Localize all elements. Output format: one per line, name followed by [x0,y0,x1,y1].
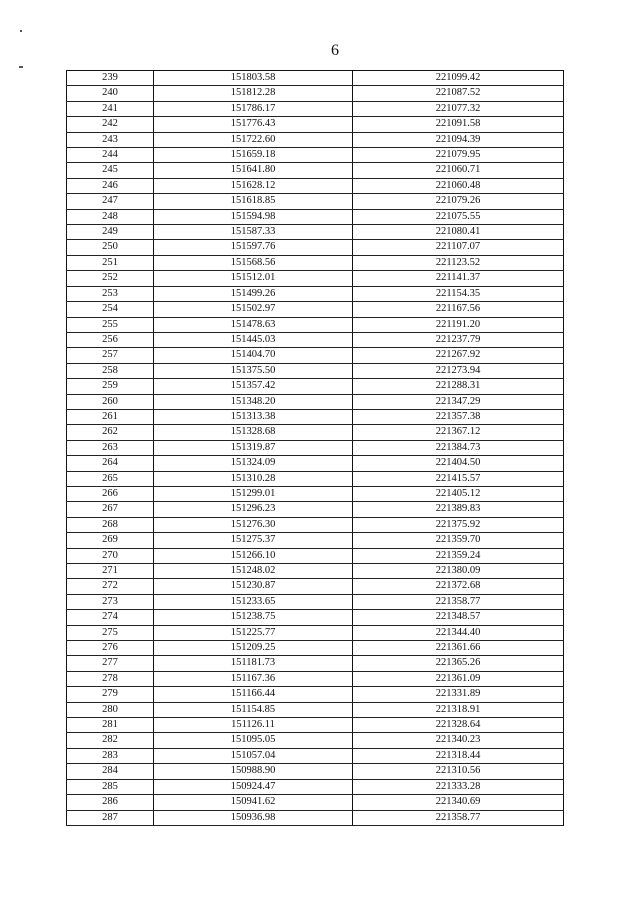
point-number-cell: 284 [67,764,154,779]
y-coordinate-cell: 221079.95 [353,148,564,163]
table-row [67,225,564,240]
y-coordinate-cell: 221333.28 [353,779,564,794]
table-row [67,209,564,224]
x-coordinate-cell: 151357.42 [154,379,353,394]
point-number-cell: 274 [67,610,154,625]
y-coordinate-cell: 221094.39 [353,132,564,147]
table-row [67,101,564,116]
x-coordinate-cell: 151233.65 [154,594,353,609]
y-coordinate-cell: 221099.42 [353,71,564,86]
y-coordinate-cell: 221154.35 [353,286,564,301]
x-coordinate-cell: 151126.11 [154,718,353,733]
y-coordinate-cell: 221361.66 [353,641,564,656]
table-row [67,302,564,317]
x-coordinate-cell: 151324.09 [154,456,353,471]
x-coordinate-cell: 151296.23 [154,502,353,517]
y-coordinate-cell: 221191.20 [353,317,564,332]
x-coordinate-cell: 150941.62 [154,795,353,810]
y-coordinate-cell: 221318.44 [353,748,564,763]
x-coordinate-cell: 151445.03 [154,332,353,347]
x-coordinate-cell: 151313.38 [154,409,353,424]
x-coordinate-cell: 151248.02 [154,564,353,579]
table-row [67,641,564,656]
point-number-cell: 265 [67,471,154,486]
x-coordinate-cell: 151618.85 [154,194,353,209]
point-number-cell: 242 [67,117,154,132]
y-coordinate-cell: 221267.92 [353,348,564,363]
table-row [67,748,564,763]
x-coordinate-cell: 151266.10 [154,548,353,563]
table-row [67,255,564,270]
x-coordinate-cell: 151587.33 [154,225,353,240]
table-row [67,471,564,486]
x-coordinate-cell: 151310.28 [154,471,353,486]
page-number: 6 [331,42,339,59]
x-coordinate-cell: 151276.30 [154,517,353,532]
y-coordinate-cell: 221107.07 [353,240,564,255]
table-row [67,117,564,132]
x-coordinate-cell: 151594.98 [154,209,353,224]
table-row [67,425,564,440]
table-row [67,409,564,424]
point-number-cell: 286 [67,795,154,810]
point-number-cell: 267 [67,502,154,517]
y-coordinate-cell: 221358.77 [353,810,564,825]
table-row [67,286,564,301]
x-coordinate-cell: 151238.75 [154,610,353,625]
x-coordinate-cell: 151597.76 [154,240,353,255]
y-coordinate-cell: 221415.57 [353,471,564,486]
table-row [67,564,564,579]
x-coordinate-cell: 150988.90 [154,764,353,779]
point-number-cell: 241 [67,101,154,116]
y-coordinate-cell: 221359.70 [353,533,564,548]
table-row [67,625,564,640]
point-number-cell: 277 [67,656,154,671]
table-row [67,733,564,748]
x-coordinate-cell: 150924.47 [154,779,353,794]
y-coordinate-cell: 221288.31 [353,379,564,394]
table-row [67,810,564,825]
y-coordinate-cell: 221087.52 [353,86,564,101]
x-coordinate-cell: 150936.98 [154,810,353,825]
x-coordinate-cell: 151348.20 [154,394,353,409]
table-row [67,671,564,686]
table-row [67,702,564,717]
x-coordinate-cell: 151404.70 [154,348,353,363]
x-coordinate-cell: 151167.36 [154,671,353,686]
y-coordinate-cell: 221358.77 [353,594,564,609]
point-number-cell: 266 [67,486,154,501]
y-coordinate-cell: 221141.37 [353,271,564,286]
point-number-cell: 281 [67,718,154,733]
point-number-cell: 240 [67,86,154,101]
y-coordinate-cell: 221075.55 [353,209,564,224]
point-number-cell: 251 [67,255,154,270]
y-coordinate-cell: 221340.23 [353,733,564,748]
x-coordinate-cell: 151319.87 [154,440,353,455]
point-number-cell: 245 [67,163,154,178]
y-coordinate-cell: 221310.56 [353,764,564,779]
table-row [67,379,564,394]
table-row [67,240,564,255]
table-row [67,348,564,363]
table-row [67,148,564,163]
point-number-cell: 270 [67,548,154,563]
table-row [67,610,564,625]
table-row [67,363,564,378]
x-coordinate-cell: 151478.63 [154,317,353,332]
y-coordinate-cell: 221080.41 [353,225,564,240]
coordinates-table [66,70,564,826]
y-coordinate-cell: 221367.12 [353,425,564,440]
table-row [67,687,564,702]
point-number-cell: 262 [67,425,154,440]
y-coordinate-cell: 221365.26 [353,656,564,671]
point-number-cell: 248 [67,209,154,224]
point-number-cell: 239 [67,71,154,86]
x-coordinate-cell: 151328.68 [154,425,353,440]
x-coordinate-cell: 151812.28 [154,86,353,101]
y-coordinate-cell: 221273.94 [353,363,564,378]
y-coordinate-cell: 221405.12 [353,486,564,501]
scan-mark [19,66,23,68]
y-coordinate-cell: 221375.92 [353,517,564,532]
x-coordinate-cell: 151568.56 [154,255,353,270]
table-row [67,594,564,609]
table-row [67,764,564,779]
x-coordinate-cell: 151502.97 [154,302,353,317]
table-row [67,579,564,594]
x-coordinate-cell: 151641.80 [154,163,353,178]
point-number-cell: 268 [67,517,154,532]
x-coordinate-cell: 151628.12 [154,178,353,193]
y-coordinate-cell: 221347.29 [353,394,564,409]
y-coordinate-cell: 221079.26 [353,194,564,209]
x-coordinate-cell: 151209.25 [154,641,353,656]
y-coordinate-cell: 221359.24 [353,548,564,563]
table-row [67,533,564,548]
x-coordinate-cell: 151057.04 [154,748,353,763]
point-number-cell: 271 [67,564,154,579]
table-row [67,779,564,794]
table-row [67,656,564,671]
table-row [67,440,564,455]
x-coordinate-cell: 151225.77 [154,625,353,640]
x-coordinate-cell: 151803.58 [154,71,353,86]
point-number-cell: 272 [67,579,154,594]
x-coordinate-cell: 151299.01 [154,486,353,501]
y-coordinate-cell: 221318.91 [353,702,564,717]
point-number-cell: 258 [67,363,154,378]
point-number-cell: 247 [67,194,154,209]
y-coordinate-cell: 221357.38 [353,409,564,424]
point-number-cell: 246 [67,178,154,193]
y-coordinate-cell: 221060.48 [353,178,564,193]
y-coordinate-cell: 221361.09 [353,671,564,686]
point-number-cell: 261 [67,409,154,424]
table-row [67,271,564,286]
point-number-cell: 257 [67,348,154,363]
table-row [67,718,564,733]
scan-mark [20,30,22,32]
point-number-cell: 243 [67,132,154,147]
table-row [67,332,564,347]
y-coordinate-cell: 221372.68 [353,579,564,594]
point-number-cell: 273 [67,594,154,609]
x-coordinate-cell: 151181.73 [154,656,353,671]
y-coordinate-cell: 221340.69 [353,795,564,810]
point-number-cell: 256 [67,332,154,347]
y-coordinate-cell: 221384.73 [353,440,564,455]
point-number-cell: 264 [67,456,154,471]
table-row [67,502,564,517]
x-coordinate-cell: 151499.26 [154,286,353,301]
point-number-cell: 282 [67,733,154,748]
table-row [67,163,564,178]
point-number-cell: 285 [67,779,154,794]
y-coordinate-cell: 221389.83 [353,502,564,517]
point-number-cell: 283 [67,748,154,763]
table-row [67,194,564,209]
table-row [67,394,564,409]
x-coordinate-cell: 151375.50 [154,363,353,378]
table-row [67,517,564,532]
x-coordinate-cell: 151722.60 [154,132,353,147]
x-coordinate-cell: 151512.01 [154,271,353,286]
x-coordinate-cell: 151659.18 [154,148,353,163]
x-coordinate-cell: 151095.05 [154,733,353,748]
table-row [67,456,564,471]
table-row [67,317,564,332]
point-number-cell: 255 [67,317,154,332]
y-coordinate-cell: 221060.71 [353,163,564,178]
point-number-cell: 275 [67,625,154,640]
point-number-cell: 269 [67,533,154,548]
point-number-cell: 249 [67,225,154,240]
y-coordinate-cell: 221091.58 [353,117,564,132]
y-coordinate-cell: 221348.57 [353,610,564,625]
point-number-cell: 276 [67,641,154,656]
point-number-cell: 278 [67,671,154,686]
x-coordinate-cell: 151275.37 [154,533,353,548]
table-row [67,548,564,563]
table-row [67,178,564,193]
y-coordinate-cell: 221167.56 [353,302,564,317]
table-row [67,86,564,101]
point-number-cell: 260 [67,394,154,409]
x-coordinate-cell: 151166.44 [154,687,353,702]
table-row [67,71,564,86]
y-coordinate-cell: 221404.50 [353,456,564,471]
table-row [67,132,564,147]
point-number-cell: 263 [67,440,154,455]
y-coordinate-cell: 221123.52 [353,255,564,270]
point-number-cell: 280 [67,702,154,717]
point-number-cell: 250 [67,240,154,255]
y-coordinate-cell: 221331.89 [353,687,564,702]
table-row [67,795,564,810]
point-number-cell: 279 [67,687,154,702]
y-coordinate-cell: 221344.40 [353,625,564,640]
x-coordinate-cell: 151776.43 [154,117,353,132]
point-number-cell: 254 [67,302,154,317]
y-coordinate-cell: 221328.64 [353,718,564,733]
table-row [67,486,564,501]
point-number-cell: 259 [67,379,154,394]
y-coordinate-cell: 221077.32 [353,101,564,116]
point-number-cell: 287 [67,810,154,825]
point-number-cell: 253 [67,286,154,301]
point-number-cell: 244 [67,148,154,163]
point-number-cell: 252 [67,271,154,286]
coordinates-table-body [67,71,564,826]
y-coordinate-cell: 221237.79 [353,332,564,347]
y-coordinate-cell: 221380.09 [353,564,564,579]
x-coordinate-cell: 151786.17 [154,101,353,116]
x-coordinate-cell: 151230.87 [154,579,353,594]
x-coordinate-cell: 151154.85 [154,702,353,717]
